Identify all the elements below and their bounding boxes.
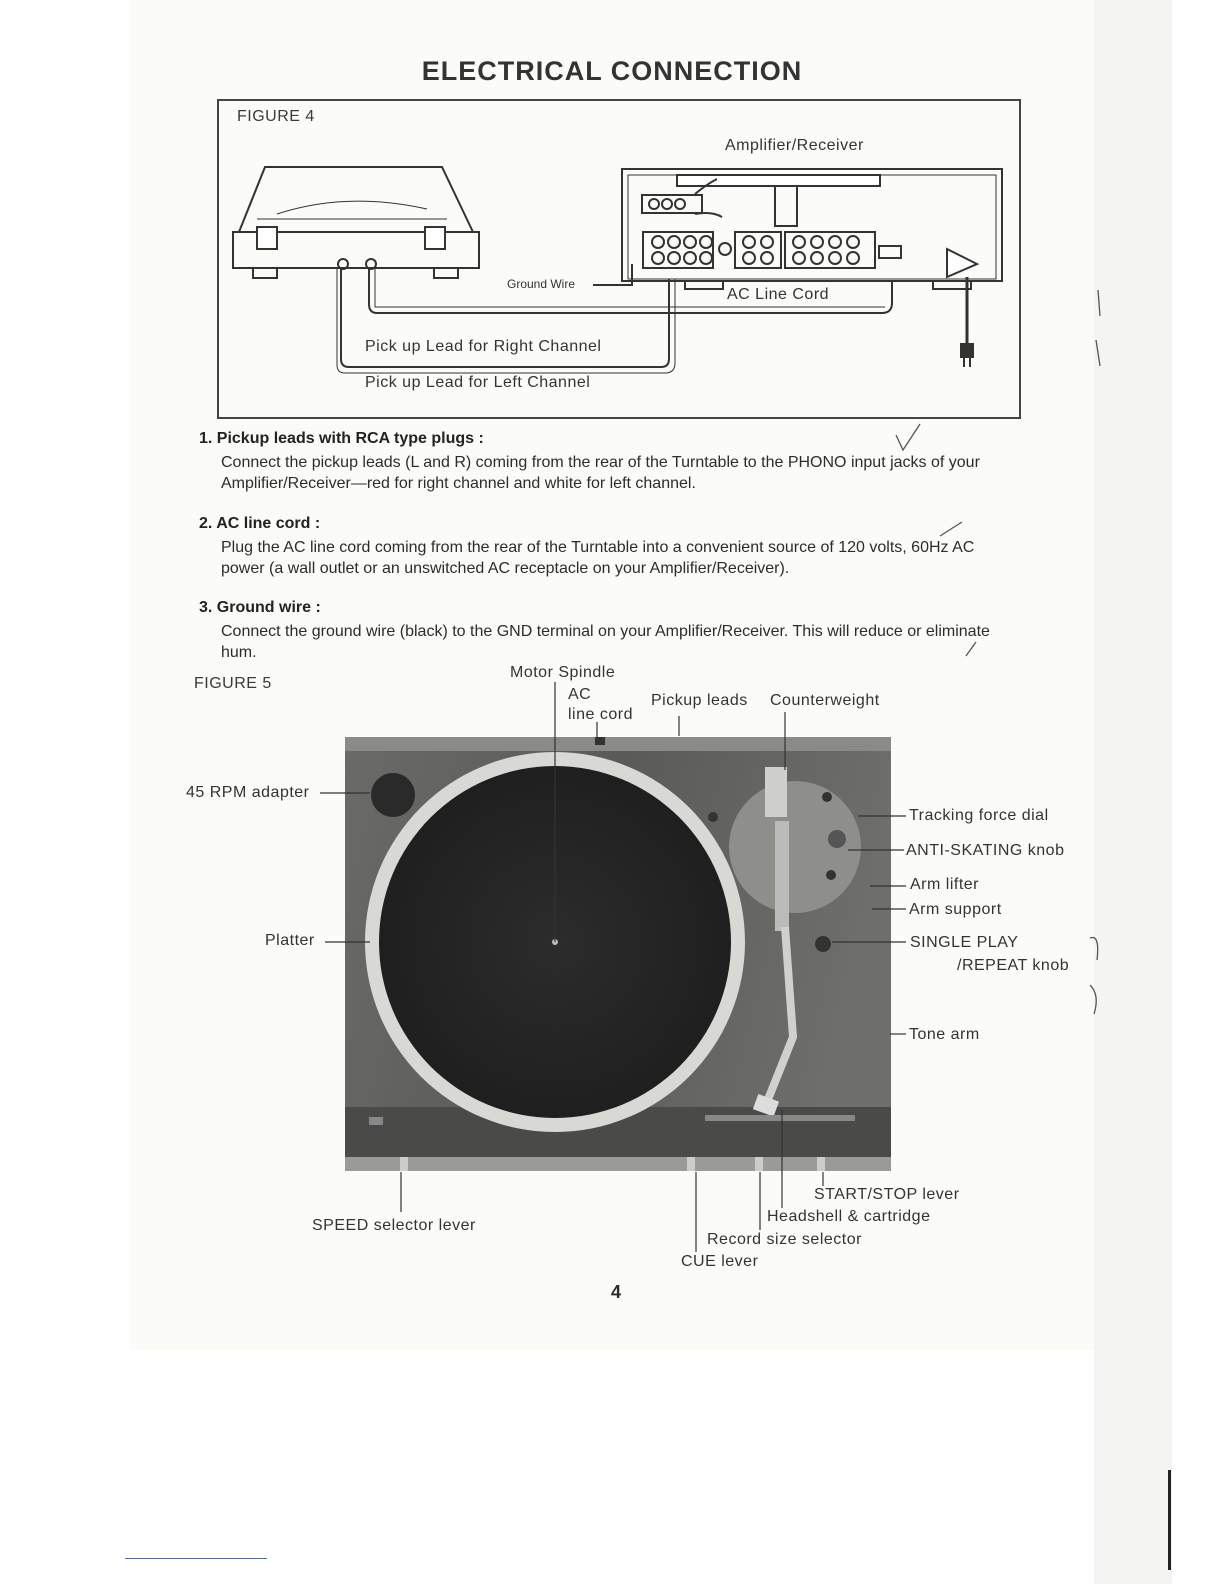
ground-wire-label: Ground Wire	[507, 277, 576, 291]
instruction-3-line-1: Connect the ground wire (black) to the GND terminal on your Amplifier/Receiver. This will reduce or eliminate	[221, 623, 990, 640]
counterweight	[765, 767, 787, 817]
callout-45-rpm-adapter: 45 RPM adapter	[186, 784, 310, 801]
figure-5-label: FIGURE 5	[194, 675, 272, 692]
callout-arm-support: Arm support	[909, 901, 1002, 918]
callout-single-play-2: /REPEAT knob	[957, 957, 1070, 974]
instruction-3-line-2: hum.	[221, 644, 257, 661]
left-lead-label: Pick up Lead for Left Channel	[365, 374, 591, 391]
instruction-1-line-2: Amplifier/Receiver—red for right channel and white for left channel.	[221, 475, 696, 492]
instruction-2-heading: 2. AC line cord :	[199, 515, 321, 532]
callout-record-size-selector: Record size selector	[707, 1231, 862, 1248]
ac-line-cord-label: AC Line Cord	[727, 286, 830, 303]
amplifier-label: Amplifier/Receiver	[725, 137, 864, 154]
callout-counterweight: Counterweight	[770, 692, 880, 709]
callout-start-stop-lever: START/STOP lever	[814, 1186, 960, 1203]
callout-tracking-force-dial: Tracking force dial	[909, 807, 1049, 824]
instruction-3-heading: 3. Ground wire :	[199, 599, 321, 616]
callout-single-play-1: SINGLE PLAY	[910, 934, 1019, 951]
callout-anti-skating-knob: ANTI-SKATING knob	[906, 842, 1065, 859]
amplifier-drawing	[622, 169, 1002, 289]
turntable-drawing	[233, 167, 479, 278]
instruction-1-heading: 1. Pickup leads with RCA type plugs :	[199, 430, 484, 447]
callout-motor-spindle: Motor Spindle	[510, 664, 616, 681]
figure-4-diagram	[217, 99, 1021, 419]
callout-cue-lever: CUE lever	[681, 1253, 759, 1270]
callout-tone-arm: Tone arm	[909, 1026, 980, 1043]
callout-ac-line-cord-1: AC	[568, 686, 592, 703]
callout-headshell-cartridge: Headshell & cartridge	[767, 1208, 931, 1225]
tonearm-base	[729, 781, 861, 913]
motor-spindle	[552, 939, 558, 945]
page-edge-mark	[1168, 1470, 1171, 1570]
page-title: ELECTRICAL CONNECTION	[421, 56, 803, 86]
single-play-knob	[815, 936, 831, 952]
callout-platter: Platter	[265, 932, 315, 949]
page-edge	[1094, 0, 1172, 1584]
callout-speed-selector-lever: SPEED selector lever	[312, 1217, 476, 1234]
callout-pickup-leads: Pickup leads	[651, 692, 748, 709]
callout-ac-line-cord-2: line cord	[568, 706, 633, 723]
page-number: 4	[610, 1282, 621, 1302]
instruction-2-line-2: power (a wall outlet or an unswitched AC receptacle on your Amplifier/Receiver).	[221, 560, 790, 577]
turntable-photo	[345, 737, 891, 1171]
instruction-1-line-1: Connect the pickup leads (L and R) coming from the rear of the Turntable to the PHONO input jacks of your	[221, 454, 980, 471]
figure-4-label: FIGURE 4	[237, 108, 315, 125]
right-lead-label: Pick up Lead for Right Channel	[365, 338, 602, 355]
anti-skating-knob	[828, 830, 846, 848]
footer-rule	[125, 1558, 267, 1559]
instruction-2-line-1: Plug the AC line cord coming from the rear of the Turntable into a convenient source of 120 volts, 60Hz AC	[221, 539, 975, 556]
rpm-adapter	[371, 773, 415, 817]
callout-arm-lifter: Arm lifter	[910, 876, 979, 893]
